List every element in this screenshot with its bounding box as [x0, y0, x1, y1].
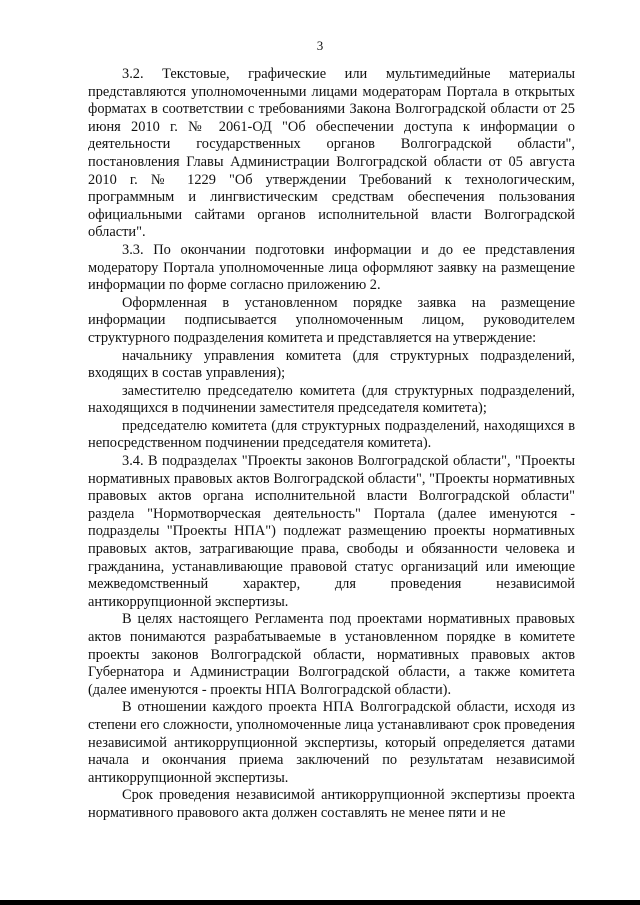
- paragraph-3-2: 3.2. Текстовые, графические или мультимедийные материалы представляются уполномоченными лицами модераторам Портала в открытых форматах в соответствии с требованиями Закона Волгоградской области от 25 июня 2010 г. № 2061-ОД "Об обеспечении доступа к информации о деятельности государственных органов Волгоградской области", постановления Главы Администрации Волгоградской области от 05 августа 2010 г. № 1229 "Об утверждении Требований к технологическим, программным и лингвистическим средствам обеспечения пользования официальными сайтами органов исполнительной власти Волгоградской области".: [88, 66, 575, 241]
- paragraph-approver-deputy-chairman: заместителю председателю комитета (для структурных подразделений, находящихся в подчинении заместителя председателя комитета);: [88, 382, 575, 417]
- scan-bottom-edge: [0, 900, 640, 905]
- paragraph-approver-head-of-department: начальнику управления комитета (для структурных подразделений, входящих в состав управления);: [88, 347, 575, 382]
- paragraph-3-3: 3.3. По окончании подготовки информации и до ее представления модератору Портала уполномоченные лица оформляют заявку на размещение информации по форме согласно приложению 2.: [88, 241, 575, 294]
- paragraph-3-4: 3.4. В подразделах "Проекты законов Волгоградской области", "Проекты нормативных правовых актов Волгоградской области", "Проекты нормативных правовых актов органа исполнительной власти Волгоградской области" раздела "Нормотворческая деятельность" Портала (далее именуются - подразделы "Проекты НПА") подлежат размещению проекты нормативных правовых актов, затрагивающие права, свободы и обязанности человека и гражданина, устанавливающие правовой статус организаций или имеющие межведомственный характер, для проведения независимой антикоррупционной экспертизы.: [88, 453, 575, 610]
- paragraph-expertise-term: В отношении каждого проекта НПА Волгоградской области, исходя из степени его сложности, уполномоченные лица устанавливают срок проведения независимой антикоррупционной экспертизы, который определяется датами начала и окончания приема заключений по результатам независимой антикоррупционной экспертизы.: [88, 699, 575, 786]
- paragraph-application-approval: Оформленная в установленном порядке заявка на размещение информации подписывается уполномоченным лицом, руководителем структурного подразделения комитета и представляется на утверждение:: [88, 294, 575, 346]
- paragraph-expertise-duration: Срок проведения независимой антикоррупционной экспертизы проекта нормативного правового акта должен составлять не менее пяти и не: [88, 787, 575, 821]
- paragraph-npa-definition: В целях настоящего Регламента под проектами нормативных правовых актов понимаются разрабатываемые в установленном порядке в комитете проекты законов Волгоградской области, нормативных правовых актов Губернатора и Администрации Волгоградской области, а также комитета (далее именуются - проекты НПА Волгоградской области).: [88, 611, 575, 698]
- page-number: 3: [316, 38, 324, 53]
- document-body: [88, 66, 575, 823]
- paragraph-approver-chairman: председателю комитета (для структурных подразделений, находящихся в непосредственном подчинении председателя комитета).: [88, 417, 575, 452]
